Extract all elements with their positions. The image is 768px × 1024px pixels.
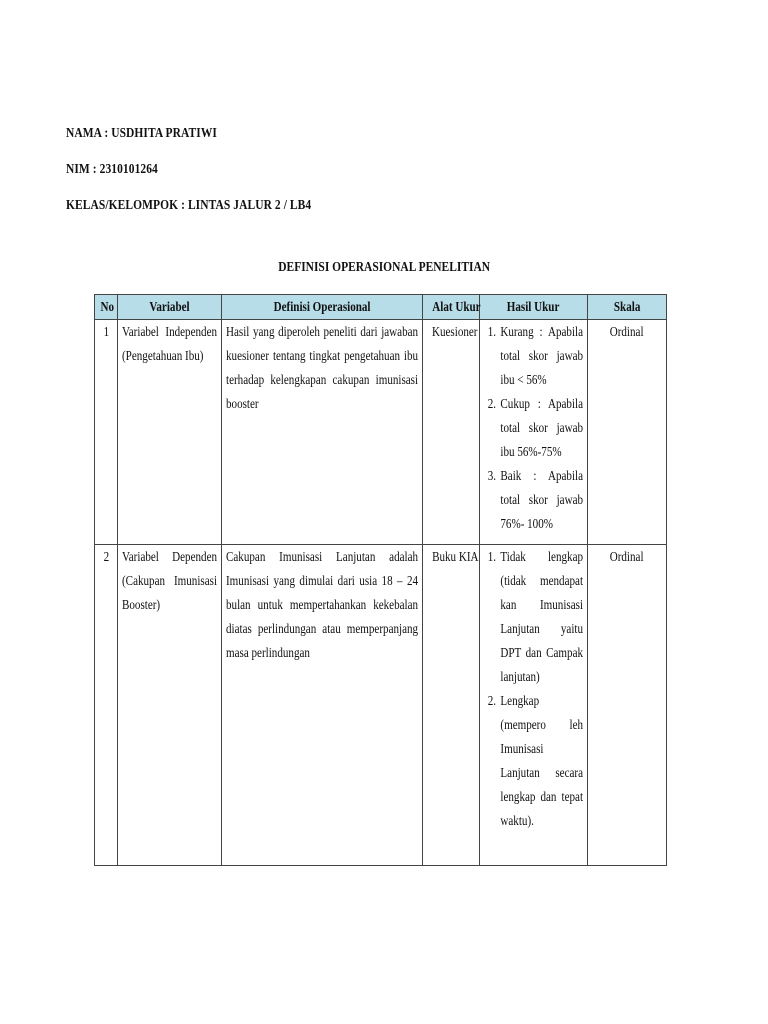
row-alat: Kuesioner <box>423 320 480 545</box>
row-variabel: Variabel Independen (Pengetahuan Ibu) <box>118 320 222 545</box>
page-title: DEFINISI OPERASIONAL PENELITIAN <box>278 260 490 275</box>
table-row <box>95 545 667 866</box>
list-item: 2. Cukup : Apabila total skor jawab ibu 56%-75% <box>499 392 583 464</box>
list-item: 2. Lengkap (mempero leh Imunisasi Lanjutan secara lengkap dan tepat waktu). <box>499 689 583 833</box>
hasil-list <box>484 320 583 536</box>
col-header-alat: Alat Ukur <box>423 295 480 320</box>
list-item: 3. Baik : Apabila total skor jawab 76%- 100% <box>499 464 583 536</box>
row-definisi: Hasil yang diperoleh peneliti dari jawaban kuesioner tentang tingkat pengetahuan ibu terhadap kelengkapan cakupan imunisasi booster <box>222 320 423 545</box>
list-item: 1. Kurang : Apabila total skor jawab ibu < 56% <box>499 320 583 392</box>
row-no: 2 <box>95 545 118 866</box>
row-skala: Ordinal <box>588 320 667 545</box>
student-class: KELAS/KELOMPOK : LINTAS JALUR 2 / LB4 <box>66 198 312 213</box>
list-item: 1. Tidak lengkap (tidak mendapat kan Imunisasi Lanjutan yaitu DPT dan Campak lanjutan) <box>499 545 583 689</box>
table-row <box>95 320 667 545</box>
col-header-definisi: Definisi Operasional <box>222 295 423 320</box>
student-nim: NIM : 2310101264 <box>66 162 158 177</box>
row-skala: Ordinal <box>588 545 667 866</box>
table-header-row <box>95 295 667 320</box>
col-header-skala: Skala <box>588 295 667 320</box>
hasil-list <box>484 545 583 833</box>
row-variabel: Variabel Dependen (Cakupan Imunisasi Booster) <box>118 545 222 866</box>
col-header-variabel: Variabel <box>118 295 222 320</box>
row-no: 1 <box>95 320 118 545</box>
row-hasil <box>480 320 588 545</box>
student-name: NAMA : USDHITA PRATIWI <box>66 126 217 141</box>
col-header-hasil: Hasil Ukur <box>480 295 588 320</box>
col-header-no: No <box>95 295 118 320</box>
definition-table <box>94 294 667 866</box>
row-hasil <box>480 545 588 866</box>
row-alat: Buku KIA <box>423 545 480 866</box>
row-definisi: Cakupan Imunisasi Lanjutan adalah Imunisasi yang dimulai dari usia 18 – 24 bulan untuk mempertahankan kekebalan diatas perlindungan atau memperpanjang masa perlindungan <box>222 545 423 866</box>
